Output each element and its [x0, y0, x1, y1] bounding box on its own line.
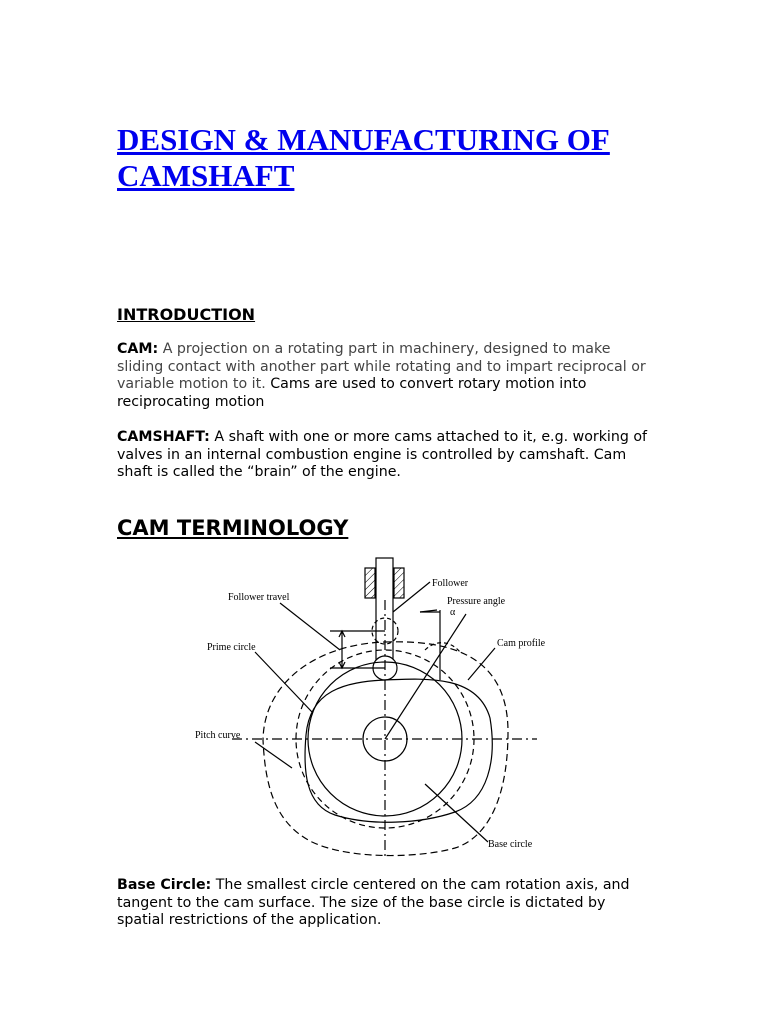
pressure-angle-line	[385, 614, 466, 739]
leader-base-circle	[425, 784, 488, 842]
follower-guide-right	[394, 568, 404, 598]
label-follower-travel: Follower travel	[228, 592, 290, 603]
leader-prime-circle	[255, 652, 312, 712]
label-pitch-curve: Pitch curve	[195, 730, 241, 741]
camshaft-definition: A shaft with one or more cams attached to it, e.g. working of valves in an internal combustion engine is controlled by camshaft. Cam shaft is called the “brain” of the engine.	[117, 429, 648, 480]
cam-profile	[305, 679, 492, 822]
cam-purpose: Cams are used to convert rotary motion into reciprocating motion	[117, 376, 587, 410]
base-circle-paragraph	[117, 877, 652, 930]
leader-pitch-curve	[255, 742, 292, 768]
camshaft-term: CAMSHAFT:	[117, 429, 210, 445]
base-circle-definition: The smallest circle centered on the cam rotation axis, and tangent to the cam surface. The size of the base circle is dictated by spatial restrictions of the application.	[117, 877, 630, 928]
label-base-circle: Base circle	[488, 839, 533, 850]
base-circle-term: Base Circle:	[117, 877, 212, 893]
leader-follower-travel	[280, 603, 340, 650]
follower-guide-left	[365, 568, 375, 598]
label-follower: Follower	[432, 578, 469, 589]
introduction-heading: INTRODUCTION	[117, 305, 256, 324]
document-title[interactable]: DESIGN & MANUFACTURING OF CAMSHAFT	[117, 122, 610, 193]
cam-definition: A projection on a rotating part in machinery, designed to make sliding contact with another part while rotating and to impart reciprocal or variable motion to it.	[117, 341, 646, 392]
cam-term: CAM:	[117, 341, 159, 357]
label-pressure-angle: Pressure angle	[447, 596, 506, 607]
label-alpha: α	[450, 607, 456, 618]
label-prime-circle: Prime circle	[207, 642, 256, 653]
terminology-heading: CAM TERMINOLOGY	[117, 516, 349, 540]
label-cam-profile: Cam profile	[497, 638, 546, 649]
